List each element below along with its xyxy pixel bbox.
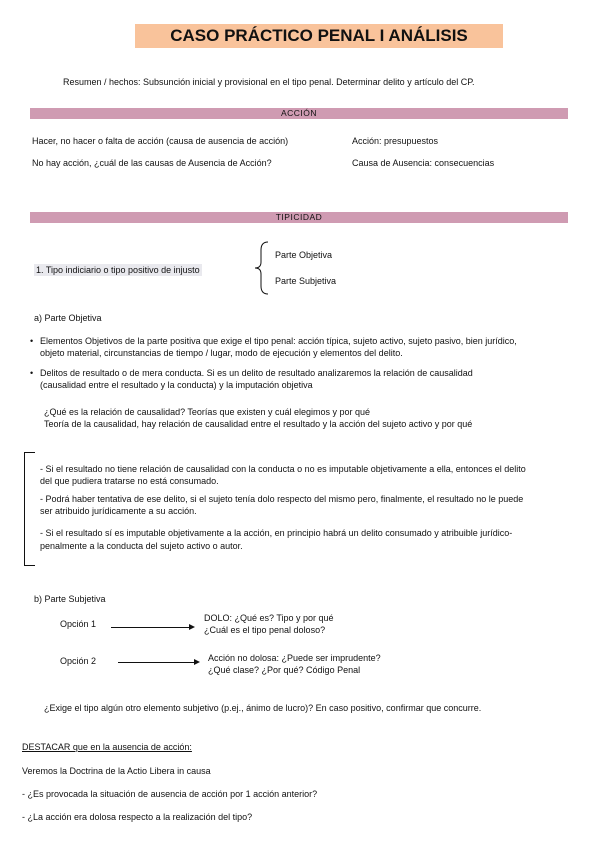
causalidad-question: ¿Qué es la relación de causalidad? Teorías que existen y cuál elegimos y por qué [44, 407, 371, 417]
box-paragraph3-line1: - Si el resultado sí es imputable objetivamente a la acción, en principio habrá un delito consumado y atribuible jurídico- [40, 528, 513, 538]
box-paragraph3-line2: penalmente a la conducta del sujeto activo o autor. [40, 541, 243, 551]
tipicidad-section-header: TIPICIDAD [30, 212, 568, 223]
parte-objetiva-heading: a) Parte Objetiva [34, 313, 102, 323]
arrowhead-icon [189, 624, 195, 630]
destacar-heading: DESTACAR que en la ausencia de acción: [22, 742, 192, 752]
bullet-icon: • [30, 368, 34, 378]
destacar-line1: Veremos la Doctrina de la Actio Libera in causa [22, 766, 211, 776]
arrowhead-icon [194, 659, 200, 665]
box-paragraph2-line2: ser atribuido jurídicamente a su acción. [40, 506, 197, 516]
accion-row1-right: Acción: presupuestos [352, 136, 439, 146]
opcion1-label: Opción 1 [60, 619, 97, 629]
opcion2-label: Opción 2 [60, 656, 97, 666]
accion-section-header: ACCIÓN [30, 108, 568, 119]
bullet1-line1: Elementos Objetivos de la parte positiva que exige el tipo penal: acción típica, sujeto activo, sujeto pasivo, bien jurídico, [40, 336, 517, 346]
opcion2-line1: Acción no dolosa: ¿Puede ser imprudente? [208, 653, 381, 663]
arrow-right-icon [111, 627, 189, 628]
elemento-subjetivo-question: ¿Exige el tipo algún otro elemento subjetivo (p.ej., ánimo de lucro)? En caso positivo, confirmar que concurre. [44, 703, 482, 713]
opcion2-line2: ¿Qué clase? ¿Por qué? Código Penal [208, 665, 361, 675]
parte-subjetiva-heading: b) Parte Subjetiva [34, 594, 106, 604]
parte-subjetiva-option: Parte Subjetiva [275, 276, 337, 286]
curly-brace-icon [254, 240, 270, 296]
box-paragraph1-line1: - Si el resultado no tiene relación de causalidad con la conducta o no es imputable objetivamente a ella, entonces el delito [40, 464, 526, 474]
parte-objetiva-option: Parte Objetiva [275, 250, 333, 260]
destacar-line2: - ¿Es provocada la situación de ausencia de acción por 1 acción anterior? [22, 789, 318, 799]
causalidad-theory: Teoría de la causalidad, hay relación de causalidad entre el resultado y la acción del sujeto activo y por qué [44, 419, 473, 429]
page-title: CASO PRÁCTICO PENAL I ANÁLISIS [135, 24, 503, 48]
box-paragraph2-line1: - Podrá haber tentativa de ese delito, si el sujeto tenía dolo respecto del mismo pero, finalmente, el resultado no le puede [40, 494, 524, 504]
consequences-bracket [24, 452, 35, 566]
accion-row2-left: No hay acción, ¿cuál de las causas de Ausencia de Acción? [32, 158, 272, 168]
bullet1-line2: objeto material, circunstancias de tiempo / lugar, modo de ejecución y elementos del delito. [40, 348, 403, 358]
destacar-line3: - ¿La acción era dolosa respecto a la realización del tipo? [22, 812, 253, 822]
bullet2-line1: Delitos de resultado o de mera conducta. Si es un delito de resultado analizaremos la relación de causalidad [40, 368, 473, 378]
opcion1-line1: DOLO: ¿Qué es? Tipo y por qué [204, 613, 334, 623]
arrow-right-icon [118, 662, 194, 663]
accion-row2-right: Causa de Ausencia: consecuencias [352, 158, 495, 168]
opcion1-line2: ¿Cuál es el tipo penal doloso? [204, 625, 326, 635]
box-paragraph1-line2: del que pudiera tratarse no está consumado. [40, 476, 219, 486]
accion-row1-left: Hacer, no hacer o falta de acción (causa de ausencia de acción) [32, 136, 289, 146]
tipo-indiciario-label: 1. Tipo indiciario o tipo positivo de injusto [36, 265, 200, 275]
summary-text: Resumen / hechos: Subsunción inicial y provisional en el tipo penal. Determinar delito y artículo del CP. [63, 77, 475, 87]
bullet2-line2: (causalidad entre el resultado y la conducta) y la imputación objetiva [40, 380, 313, 390]
bullet-icon: • [30, 336, 34, 346]
